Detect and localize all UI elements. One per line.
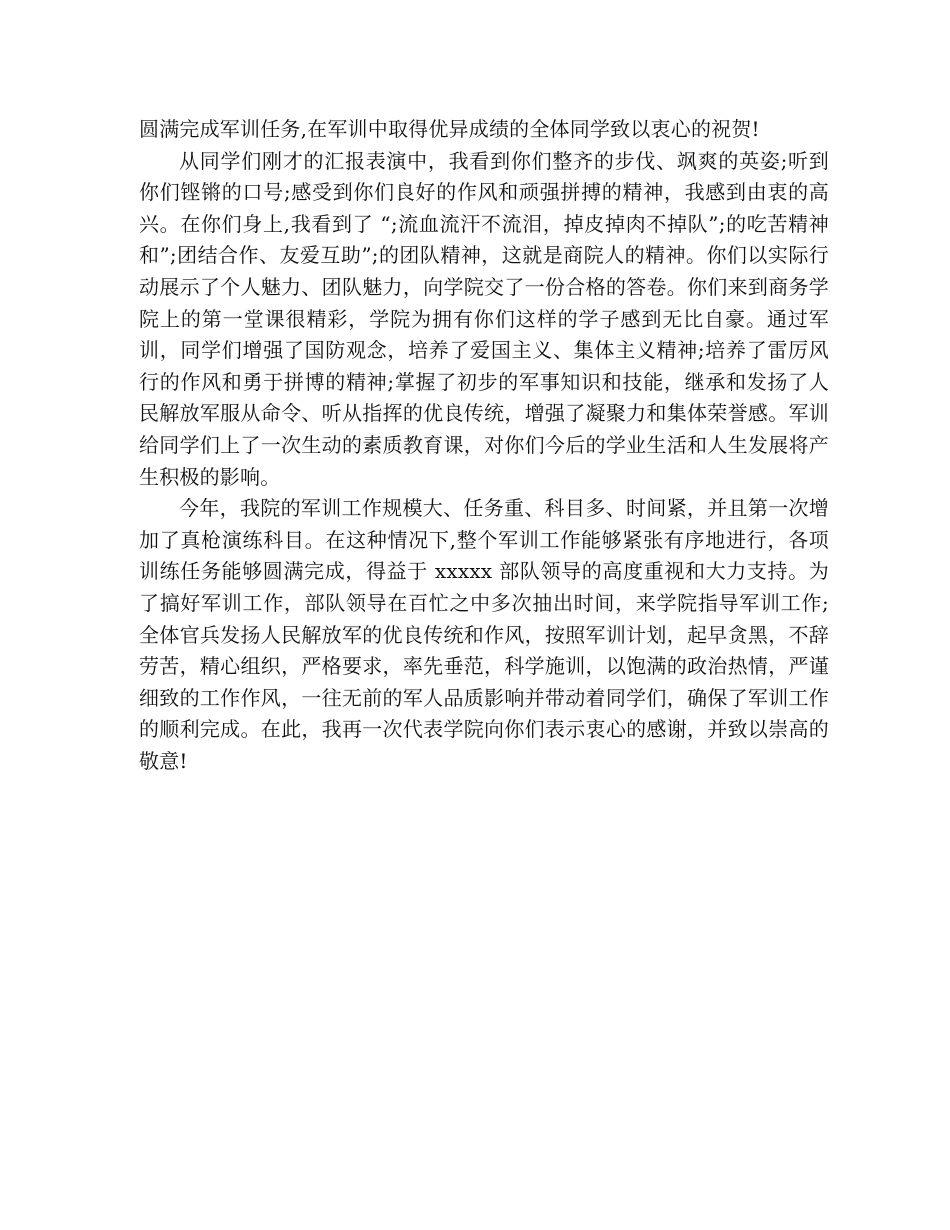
paragraph-thanks: 今年，我院的军训工作规模大、任务重、科目多、时间紧，并且第一次增加了真枪演练科目。在这种情况下,整个军训工作能够紧张有序地进行，各项训练任务能够圆满完成，得益于 xxxxx 部队领导的高度重视和大力支持。为了搞好军训工作，部队领导在百忙之中多次抽出时间，来学院指导军训工作;全体官兵发扬人民解放军的优良传统和作风，按照军训计划，起早贪黑，不辞劳苦，精心组织，严格要求，率先垂范，科学施训，以饱满的政治热情，严谨细致的工作作风，一往无前的军人品质影响并带动着同学们，确保了军训工作的顺利完成。在此，我再一次代表学院向你们表示衷心的感谢，并致以崇高的敬意!: [139, 496, 829, 773]
paragraph-continuation: 圆满完成军训任务,在军训中取得优异成绩的全体同学致以衷心的祝贺!: [139, 117, 760, 141]
document-body: [139, 114, 829, 777]
paragraph-performance: 从同学们刚才的汇报表演中，我看到你们整齐的步伐、飒爽的英姿;听到你们铿锵的口号;感受到你们良好的作风和顽强拼搏的精神，我感到由衷的高兴。在你们身上,我看到了 “;流血流汗不流泪，掉皮掉肉不掉队”;的吃苦精神和”;团结合作、友爱互助”;的团队精神，这就是商院人的精神。你们以实际行动展示了个人魅力、团队魅力，向学院交了一份合格的答卷。你们来到商务学院上的第一堂课很精彩，学院为拥有你们这样的学子感到无比自豪。通过军训，同学们增强了国防观念，培养了爱国主义、集体主义精神;培养了雷厉风行的作风和勇于拼博的精神;掌握了初步的军事知识和技能，继承和发扬了人民解放军服从命令、听从指挥的优良传统，增强了凝聚力和集体荣誉感。军训给同学们上了一次生动的素质教育课，对你们今后的学业生活和人生发展将产生积极的影响。: [139, 148, 829, 489]
